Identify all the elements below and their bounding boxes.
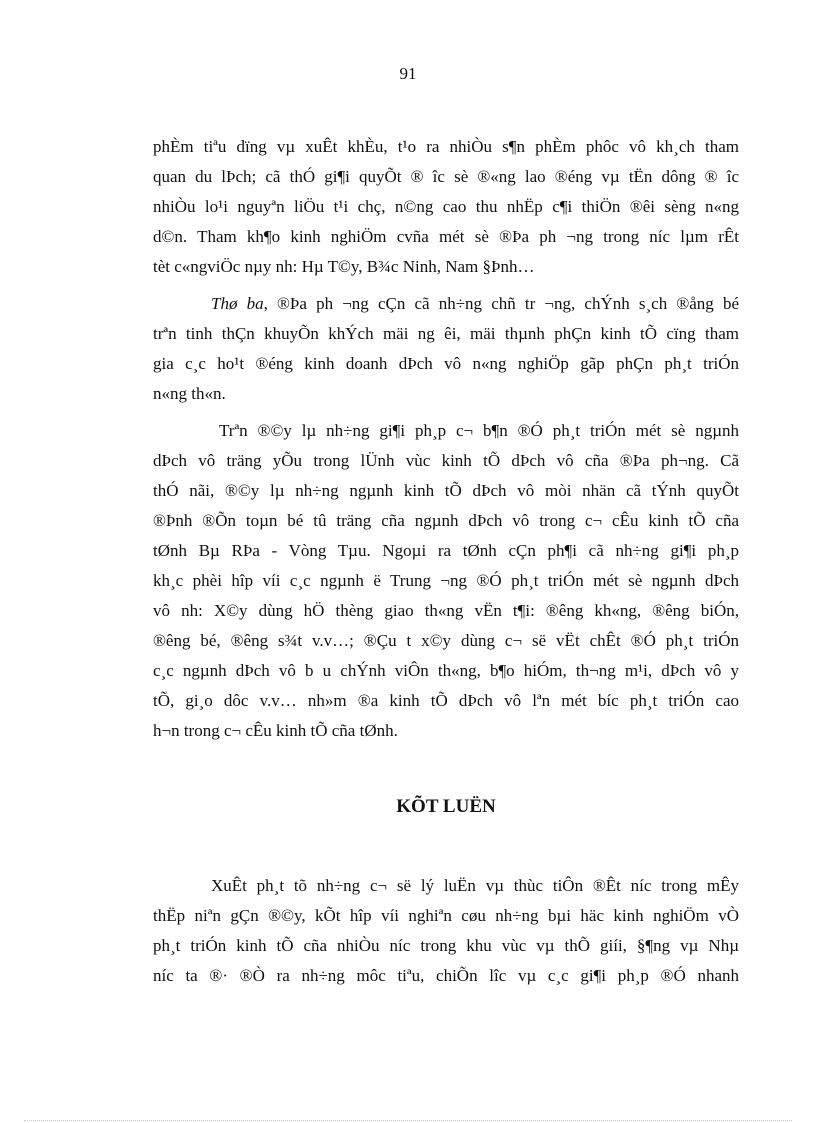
- text-line: quan du lÞch; cã thÓ gi¶i quyÕt ® îc sè ®«ng lao ®éng vµ tËn dông ® îc: [153, 167, 739, 186]
- text-line: trªn tinh thÇn khuyÕn khÝch mäi ng êi, mäi thµnh phÇn kinh tÕ cïng tham: [153, 324, 739, 343]
- text-line: [153, 289, 739, 319]
- page-bottom-rule: [24, 1120, 792, 1121]
- paragraph-giai-phap: [153, 416, 739, 746]
- text-line: XuÊt ph¸t tõ nh÷ng c¬ së lý luËn vµ thùc tiÔn ®Êt níc trong mÊy: [211, 876, 739, 895]
- text-line: phÈm tiªu dïng vµ xuÊt khÈu, t¹o ra nhiÒu s¶n phÈm phôc vô kh¸ch tham: [153, 137, 739, 156]
- paragraph-thu-ba: [153, 289, 739, 409]
- text-line: ®Þnh ®Õn toµn bé tû träng cña ngµnh dÞch vô trong c¬ cÊu kinh tÕ cña: [153, 511, 739, 530]
- text-line: n«ng th«n.: [153, 384, 226, 403]
- text-line: níc ta ®· ®Ò ra nh÷ng môc tiªu, chiÕn lîc vµ c¸c gi¶i ph¸p ®Ó nhanh: [153, 966, 739, 985]
- text-line: tèt c«ngviÖc nµy nh: Hµ T©y, B¾c Ninh, Nam §Þnh…: [153, 257, 535, 276]
- text-line: d©n. Tham kh¶o kinh nghiÖm cvña mét sè ®Þa ph ¬ng trong níc lµm rÊt: [153, 227, 739, 246]
- text-line: c¸c ngµnh dÞch vô b u chÝnh viÔn th«ng, b¶o hiÓm, th¬ng m¹i, dÞch vô y: [153, 661, 739, 680]
- paragraph-ket-luan: [153, 871, 739, 998]
- text-line: gia c¸c ho¹t ®éng kinh doanh dÞch vô n«ng nghiÖp gãp phÇn ph¸t triÓn: [153, 354, 739, 373]
- text-line: h¬n trong c¬ cÊu kinh tÕ cña tØnh.: [153, 721, 398, 740]
- text-line: tÕ, gi¸o dôc v.v… nh»m ®a kinh tÕ dÞch vô lªn mét bíc ph¸t triÓn cao: [153, 691, 739, 710]
- text-line: dÞch vô träng yÕu trong lÜnh vùc kinh tÕ dÞch vô cña ®Þa ph¬ng. Cã: [153, 451, 739, 470]
- thu-ba-rest: , ®Þa ph ¬ng cÇn cã nh÷ng chñ tr ¬ng, chÝnh s¸ch ®ång bé: [263, 294, 739, 313]
- page-number: 91: [399, 64, 417, 83]
- paragraph-continuation: [153, 132, 739, 753]
- text-line: kh¸c phèi hîp víi c¸c ngµnh ë Trung ¬ng ®Ó ph¸t triÓn mét sè ngµnh dÞch: [153, 571, 739, 590]
- text-line: Trªn ®©y lµ nh÷ng gi¶i ph¸p c¬ b¶n ®Ó ph¸t triÓn mét sè ngµnh: [219, 421, 739, 440]
- text-line: thÓ nãi, ®©y lµ nh÷ng ngµnh kinh tÕ dÞch vô mòi nhän cã tÝnh quyÕt: [153, 481, 739, 500]
- section-heading: KÕT LUËN: [396, 796, 496, 817]
- text-line: vô nh: X©y dùng hÖ thèng giao th«ng vËn t¶i: ®êng kh«ng, ®êng biÓn,: [153, 601, 739, 620]
- text-line: ph¸t triÓn kinh tÕ cña nhiÒu níc trong khu vùc vµ thÕ giíi, §¶ng vµ Nhµ: [153, 936, 739, 955]
- text-line: ®êng bé, ®êng s¾t v.v…; ®Çu t x©y dùng c¬ së vËt chÊt ®Ó ph¸t triÓn: [153, 631, 739, 650]
- text-line: nhiÒu lo¹i nguyªn liÖu t¹i chç, n©ng cao thu nhËp c¶i thiÖn ®êi sèng n«ng: [153, 197, 739, 216]
- text-line: tØnh Bµ RÞa - Vòng Tµu. Ngoµi ra tØnh cÇn ph¶i cã nh÷ng gi¶i ph¸p: [153, 541, 739, 560]
- text-line: thËp niªn gÇn ®©y, kÕt hîp víi nghiªn cøu nh÷ng bµi häc kinh nghiÖm vÒ: [153, 906, 739, 925]
- thu-ba-lead: Thø ba: [211, 294, 264, 313]
